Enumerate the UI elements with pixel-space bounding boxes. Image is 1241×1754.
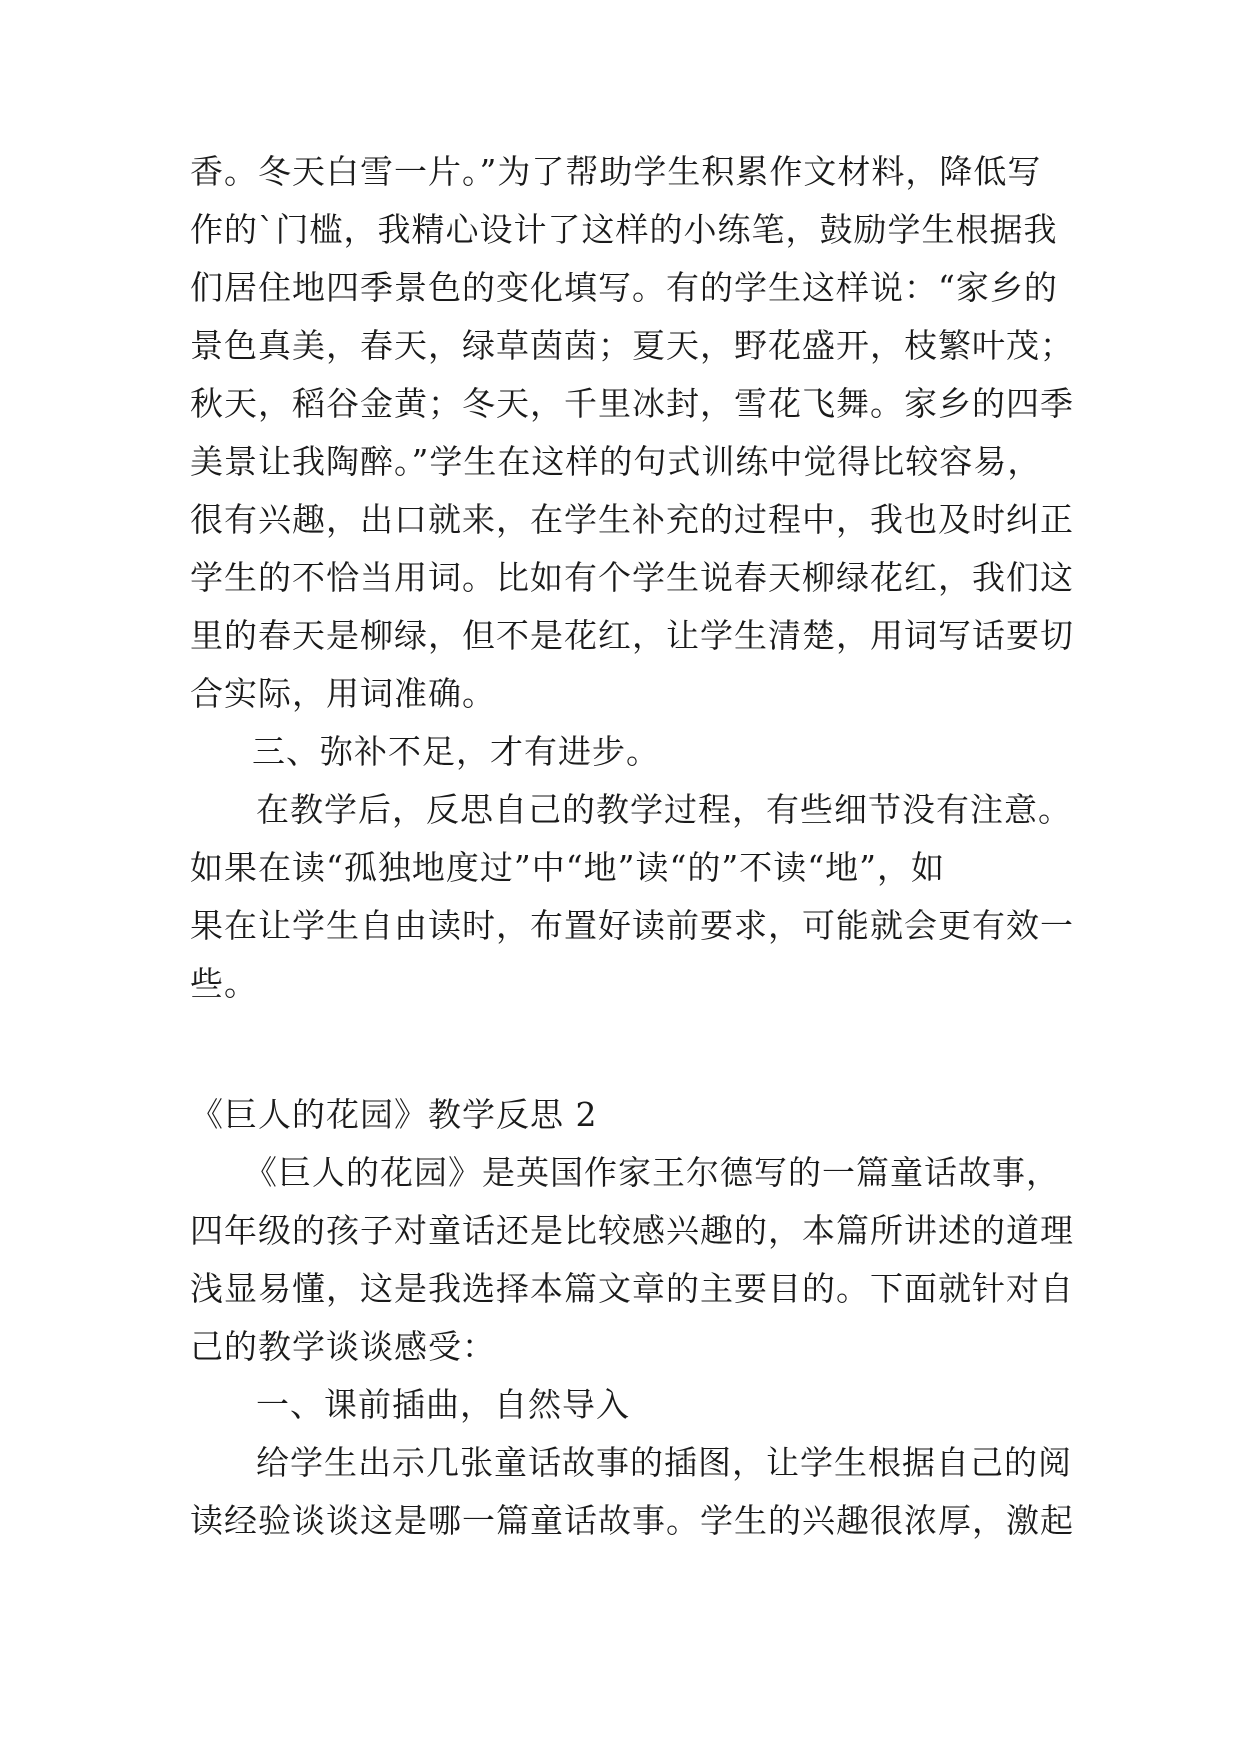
- text-line: 美景让我陶醉。”学生在这样的句式训练中觉得比较容易，: [190, 442, 1042, 481]
- text-line: 景色真美，春天，绿草茵茵；夏天，野花盛开，枝繁叶茂；: [190, 326, 1074, 365]
- text-line: 合实际，用词准确。: [190, 674, 496, 713]
- text-line: 些。: [190, 964, 258, 1003]
- text-line: 很有兴趣，出口就来，在学生补充的过程中，我也及时纠正: [190, 500, 1074, 539]
- text-line: 四年级的孩子对童话还是比较感兴趣的，本篇所讲述的道理: [190, 1211, 1074, 1250]
- paragraph-start: 在教学后，反思自己的教学过程，有些细节没有注意。: [256, 790, 1072, 829]
- paragraph-start: 给学生出示几张童话故事的插图，让学生根据自己的阅: [256, 1443, 1072, 1482]
- text-line: 香。冬天白雪一片。”为了帮助学生积累作文材料，降低写: [190, 152, 1042, 191]
- text-line: 作的`门槛，我精心设计了这样的小练笔，鼓励学生根据我: [190, 210, 1058, 249]
- section-heading: 三、弥补不足，才有进步。: [252, 732, 660, 771]
- text-line: 果在让学生自由读时，布置好读前要求，可能就会更有效一: [190, 906, 1074, 945]
- text-line: 里的春天是柳绿，但不是花红，让学生清楚，用词写话要切: [190, 616, 1074, 655]
- text-line: 们居住地四季景色的变化填写。有的学生这样说：“家乡的: [190, 268, 1058, 307]
- text-line: 读经验谈谈这是哪一篇童话故事。学生的兴趣很浓厚，激起: [190, 1501, 1074, 1540]
- section-heading: 一、课前插曲，自然导入: [256, 1385, 630, 1424]
- paragraph-start: 《巨人的花园》是英国作家王尔德写的一篇童话故事，: [244, 1153, 1060, 1192]
- text-line: 秋天，稻谷金黄；冬天，千里冰封，雪花飞舞。家乡的四季: [190, 384, 1074, 423]
- text-line: 如果在读“孤独地度过”中“地”读“的”不读“地”，如: [190, 848, 945, 887]
- text-line: 学生的不恰当用词。比如有个学生说春天柳绿花红，我们这: [190, 558, 1074, 597]
- text-line: 浅显易懂，这是我选择本篇文章的主要目的。下面就针对自: [190, 1269, 1074, 1308]
- text-line: 己的教学谈谈感受：: [190, 1327, 496, 1366]
- article-title: 《巨人的花园》教学反思 2: [190, 1095, 598, 1134]
